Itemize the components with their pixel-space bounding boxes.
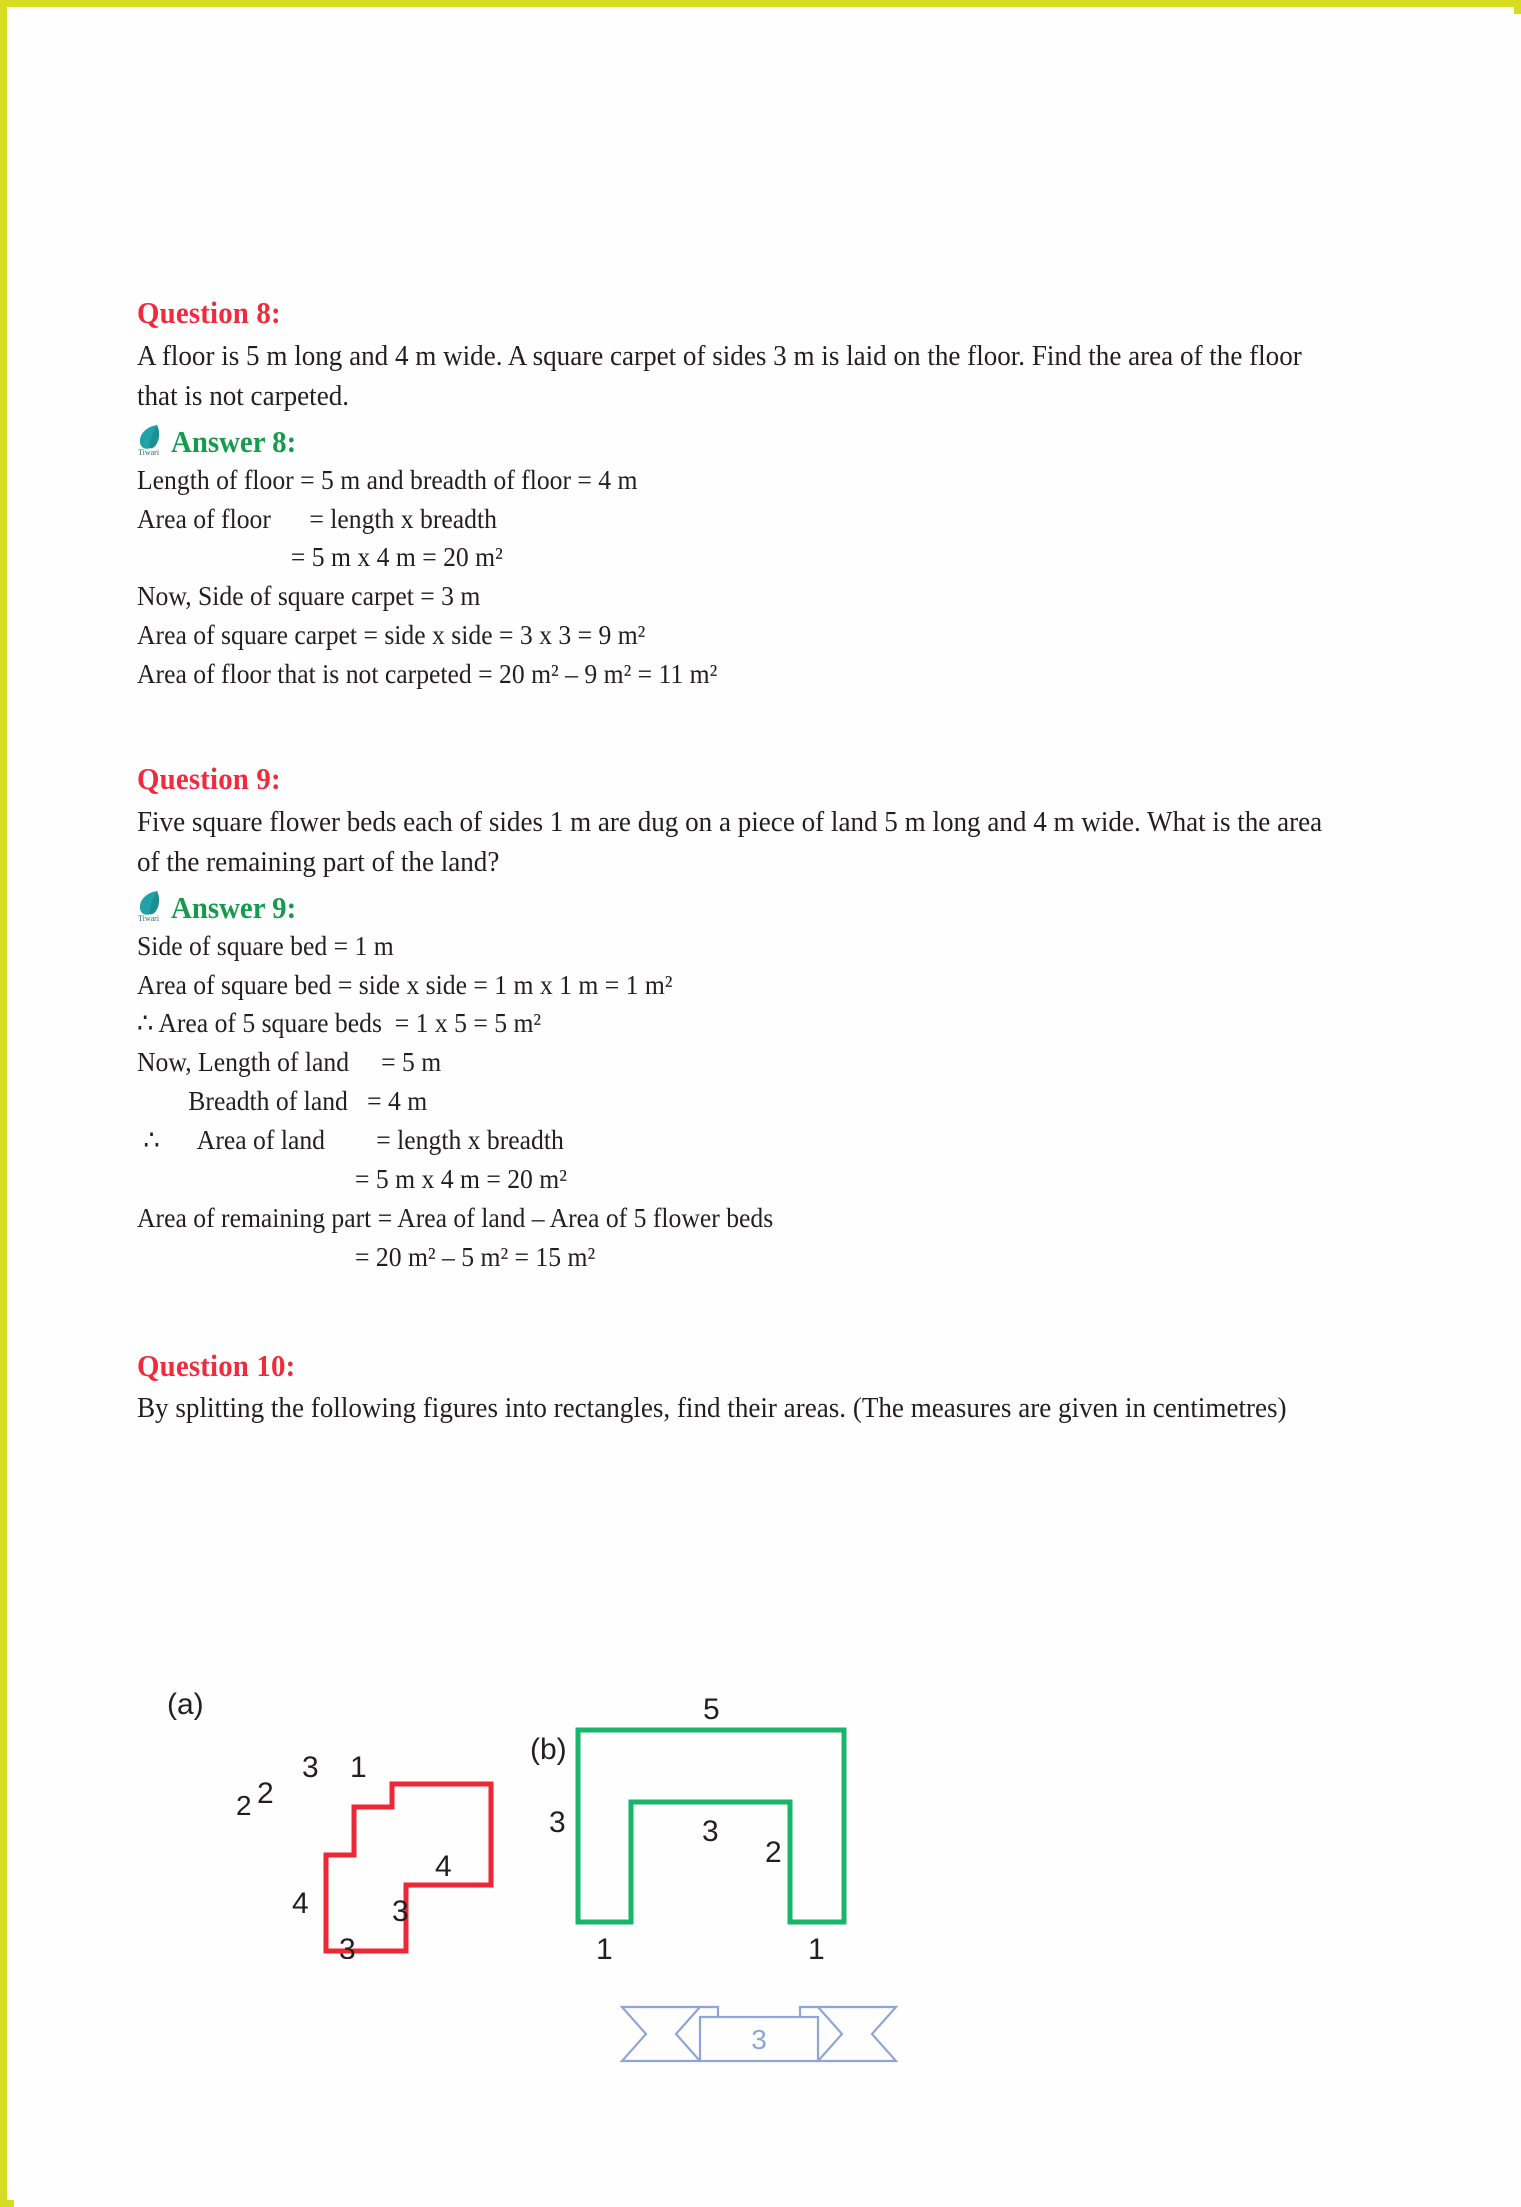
figure-a-label-top-1: 1 — [350, 1751, 367, 1784]
question-10-heading: Question 10: — [137, 1347, 296, 1383]
answer-8-heading: Answer 8: — [171, 423, 297, 459]
answer-line: Area of square carpet = side x side = 3 x 3 = 9 m² — [137, 620, 646, 651]
ribbon-fold-left — [700, 2007, 718, 2017]
ribbon-svg — [614, 1989, 904, 2079]
ribbon-fold-right — [800, 2007, 818, 2017]
figure-b-label-right-2: 2 — [765, 1836, 782, 1869]
figure-b — [530, 1693, 844, 1959]
svg-text:Tiwari: Tiwari — [138, 447, 160, 457]
figure-a-label-right-4: 4 — [435, 1850, 452, 1883]
figure-a-label-left-4: 4 — [292, 1887, 309, 1920]
answer-line: Area of square bed = side x side = 1 m x 1 m = 1 m² — [137, 969, 673, 1000]
figure-a-label-bottom-3: 3 — [339, 1933, 356, 1959]
figure-a-caption: (a) — [167, 1688, 204, 1721]
figure-a-label-top-3: 3 — [302, 1751, 319, 1784]
page-canvas — [14, 14, 1521, 2207]
answer-line: Length of floor = 5 m and breadth of floor = 4 m — [137, 464, 638, 495]
leaf-logo-icon — [137, 890, 167, 923]
page-number-text: 3 — [751, 2024, 767, 2055]
section-question-8 — [137, 294, 1397, 694]
svg-text:Tiwari: Tiwari — [138, 913, 160, 923]
figure-b-label-left-3: 3 — [549, 1806, 566, 1839]
figure-b-label-bottom-right-1: 1 — [808, 1933, 825, 1959]
figure-b-caption: (b) — [530, 1733, 567, 1766]
document-content — [137, 294, 1397, 1430]
question-10-text: By splitting the following figures into rectangles, find their areas. (The measures are given in centimetres) — [137, 1393, 1287, 1425]
figure-b-label-bottom-left-1: 1 — [596, 1933, 613, 1959]
figure-a-label-step-2b: 2 — [257, 1777, 274, 1810]
question-9-heading: Question 9: — [137, 760, 281, 796]
figures-area — [137, 1669, 1397, 1959]
question-9-text: Five square flower beds each of sides 1 m are dug on a piece of land 5 m long and 4 m wide. What is the area of the remaining part of the land? — [137, 806, 1323, 879]
answer-line: ∴ Area of land = length x breadth — [137, 1125, 564, 1155]
figure-b-label-mid-3: 3 — [702, 1815, 719, 1848]
section-question-10 — [137, 1347, 1397, 1430]
ribbon-right-tail — [818, 2007, 896, 2061]
figure-a-label-step-2a: 2 — [236, 1790, 252, 1821]
question-8-text: A floor is 5 m long and 4 m wide. A square carpet of sides 3 m is laid on the floor. Find the area of the floor that is not carpeted. — [137, 340, 1302, 413]
answer-line: = 20 m² – 5 m² = 15 m² — [137, 1241, 596, 1272]
answer-line: = 5 m x 4 m = 20 m² — [137, 542, 503, 573]
leaf-logo-icon — [137, 424, 167, 457]
answer-line: Area of floor = length x breadth — [137, 503, 497, 534]
answer-line: = 5 m x 4 m = 20 m² — [137, 1163, 567, 1194]
answer-8-heading-row — [137, 424, 1397, 459]
answer-8-lines — [137, 461, 1397, 694]
figure-a-label-mid-3: 3 — [392, 1895, 409, 1928]
figures-svg — [137, 1669, 1137, 1959]
answer-line: Now, Side of square carpet = 3 m — [137, 581, 481, 612]
answer-9-heading: Answer 9: — [171, 889, 297, 925]
answer-line: Area of remaining part = Area of land – Area of 5 flower beds — [137, 1202, 774, 1233]
ribbon-left-tail — [622, 2007, 700, 2061]
spacer — [137, 694, 1397, 760]
answer-9-heading-row — [137, 890, 1397, 925]
answer-line: ∴ Area of 5 square beds = 1 x 5 = 5 m² — [137, 1008, 542, 1039]
answer-line: Breadth of land = 4 m — [137, 1086, 428, 1117]
answer-line: Area of floor that is not carpeted = 20 m² – 9 m² = 11 m² — [137, 659, 718, 690]
answer-line: Side of square bed = 1 m — [137, 930, 394, 961]
answer-9-lines — [137, 927, 1397, 1277]
spacer — [137, 1277, 1397, 1347]
section-question-9 — [137, 760, 1397, 1277]
page-number-ribbon — [614, 1989, 904, 2079]
answer-line: Now, Length of land = 5 m — [137, 1047, 442, 1078]
figure-a — [167, 1688, 491, 1959]
figure-b-label-top-5: 5 — [703, 1693, 720, 1726]
question-8-heading: Question 8: — [137, 295, 281, 330]
